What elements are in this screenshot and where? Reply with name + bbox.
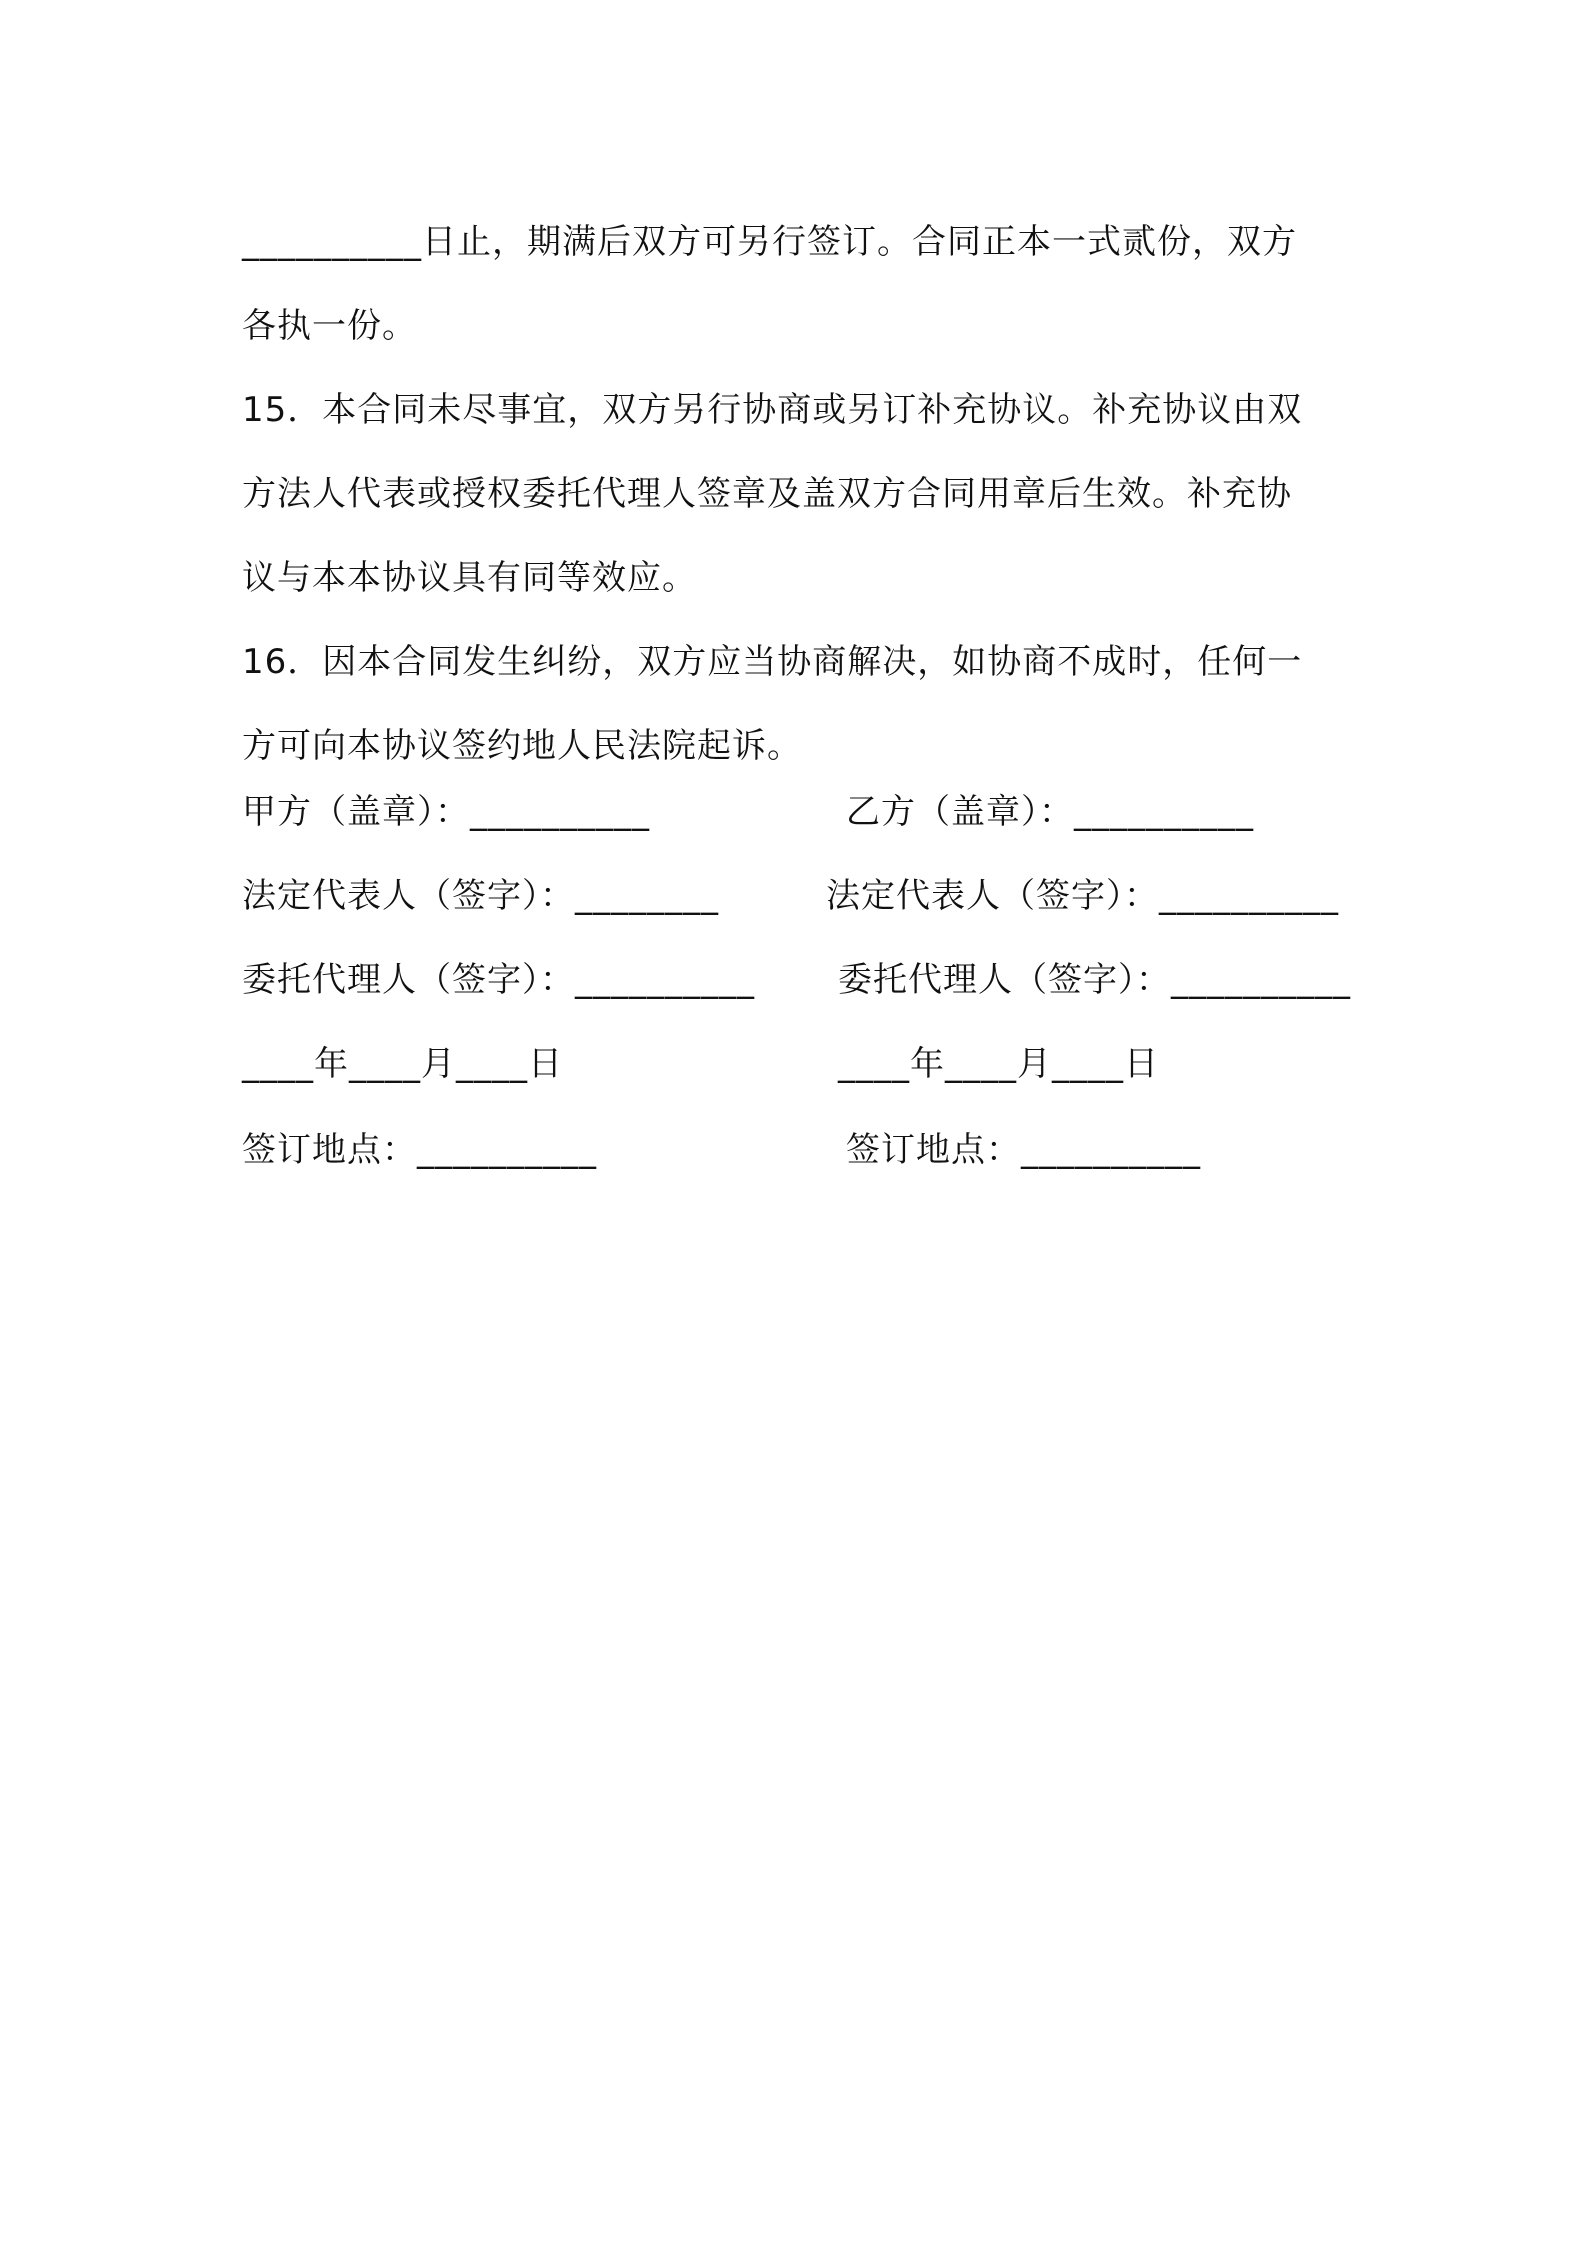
clause-14-line-2: 各执一份。 bbox=[242, 306, 417, 346]
clause-15-line-1: 15．本合同未尽事宜，双方另行协商或另订补充协议。补充协议由双 bbox=[242, 390, 1303, 430]
clause-15-line-3: 议与本本协议具有同等效应。 bbox=[242, 558, 697, 598]
party-b-seal-field: 乙方（盖章）：__________ bbox=[846, 792, 1254, 832]
clause-14-continuation bbox=[242, 200, 1354, 368]
party-a-seal-field: 甲方（盖章）：__________ bbox=[242, 792, 650, 832]
party-a-legal-rep-field: 法定代表人（签字）：________ bbox=[242, 876, 719, 916]
contract-body bbox=[242, 200, 1354, 788]
clause-14-line-1: __________日止，期满后双方可另行签订。合同正本一式贰份，双方 bbox=[242, 222, 1297, 262]
party-a-date-field: ____年____月____日 bbox=[242, 1044, 563, 1084]
clause-15 bbox=[242, 368, 1354, 620]
party-b-date-field: ____年____月____日 bbox=[838, 1044, 1159, 1084]
party-b-agent-field: 委托代理人（签字）：__________ bbox=[838, 960, 1351, 1000]
clause-15-line-2: 方法人代表或授权委托代理人签章及盖双方合同用章后生效。补充协 bbox=[242, 474, 1292, 514]
clause-16 bbox=[242, 620, 1354, 788]
party-b-place-field: 签订地点：__________ bbox=[846, 1130, 1201, 1170]
party-a-place-field: 签订地点：__________ bbox=[242, 1130, 597, 1170]
party-b-legal-rep-field: 法定代表人（签字）：__________ bbox=[826, 876, 1339, 916]
clause-16-line-2: 方可向本协议签约地人民法院起诉。 bbox=[242, 726, 802, 766]
party-a-agent-field: 委托代理人（签字）：__________ bbox=[242, 960, 755, 1000]
clause-16-line-1: 16．因本合同发生纠纷，双方应当协商解决，如协商不成时，任何一 bbox=[242, 642, 1303, 682]
